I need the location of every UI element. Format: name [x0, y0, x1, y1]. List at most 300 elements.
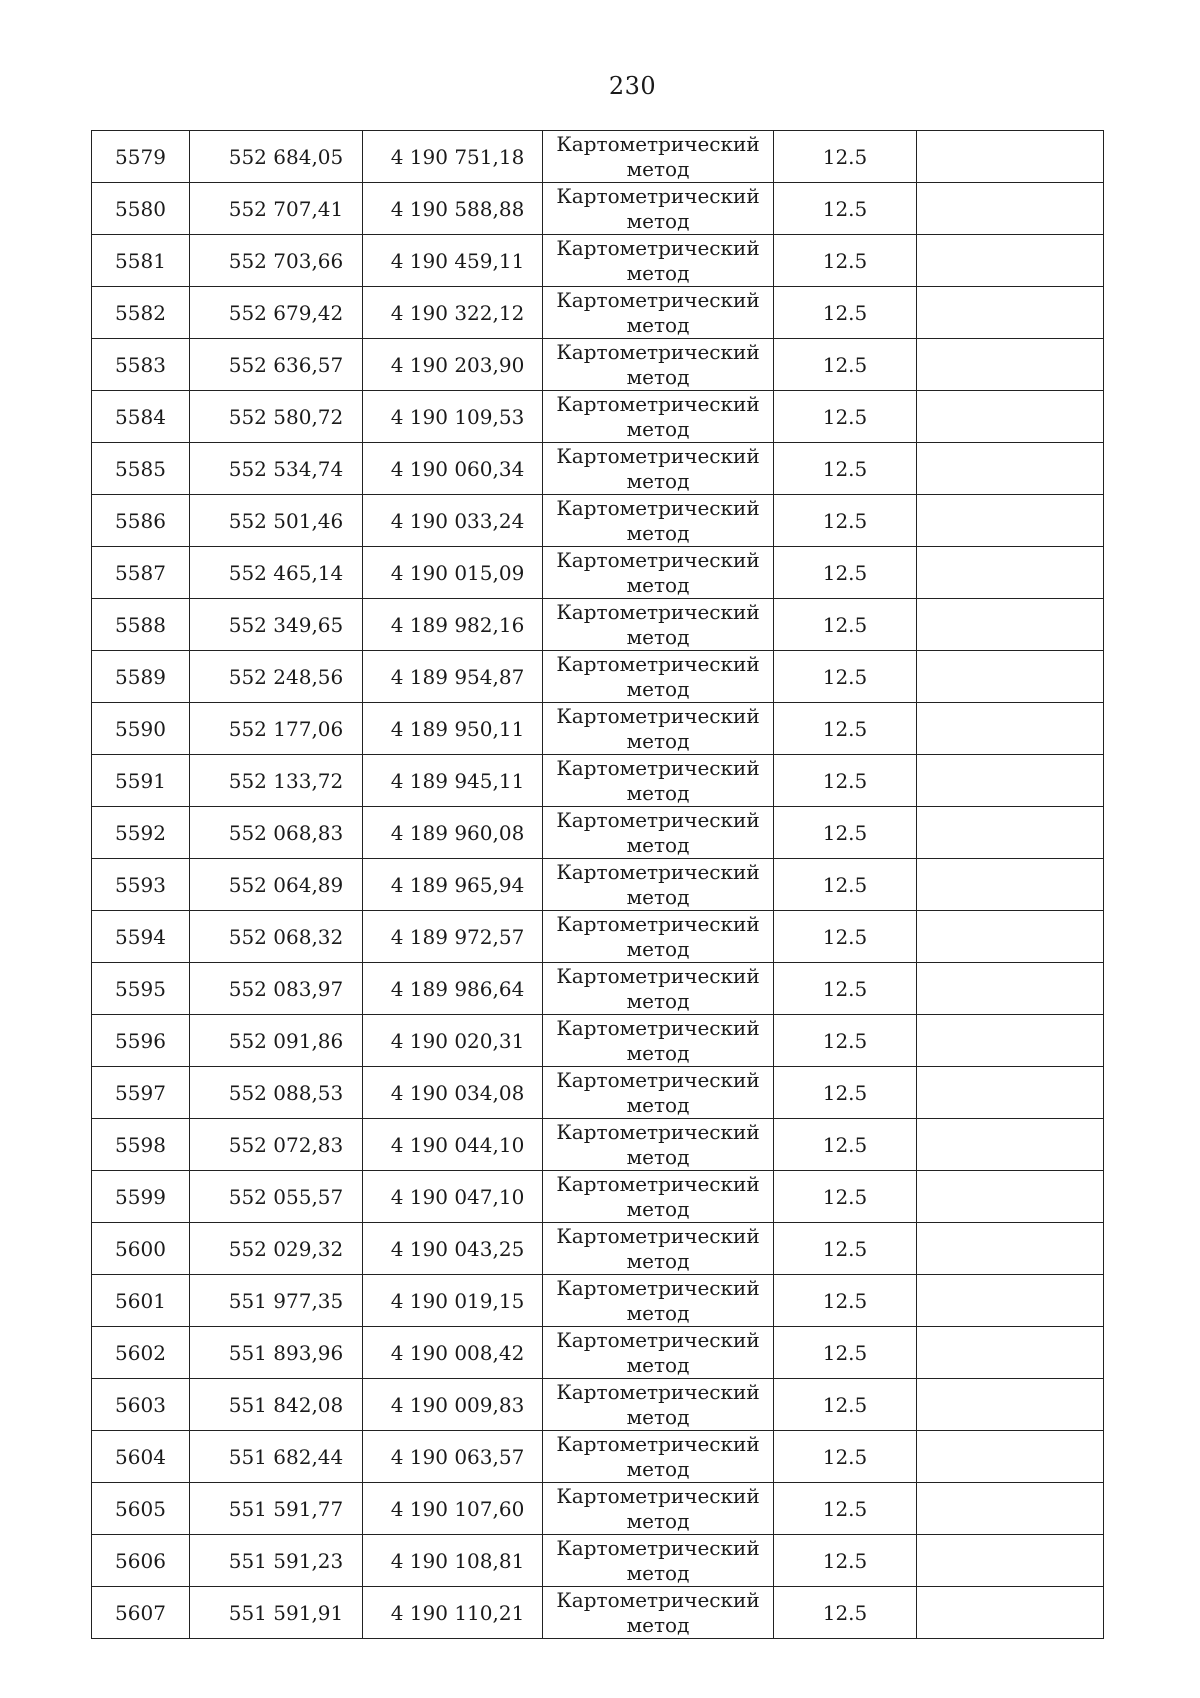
- y-coordinate: 4 190 047,10: [390, 1184, 525, 1209]
- accuracy-value: 12.5: [822, 612, 868, 637]
- method-text: Картометрический: [556, 235, 760, 260]
- empty-cell: [917, 391, 1104, 443]
- x-coordinate-cell: [190, 235, 363, 287]
- accuracy-cell: [774, 807, 917, 859]
- accuracy-cell: [774, 1535, 917, 1587]
- y-coordinate: 4 190 322,12: [390, 300, 525, 325]
- accuracy-cell: [774, 963, 917, 1015]
- y-coordinate: 4 190 008,42: [390, 1340, 525, 1365]
- method-text: Картометрический: [556, 339, 760, 364]
- empty-cell: [917, 495, 1104, 547]
- method-text: Картометрический: [556, 1587, 760, 1612]
- method-cell: [543, 547, 774, 599]
- empty-cell: [917, 911, 1104, 963]
- method-cell: [543, 859, 774, 911]
- method-cell: [543, 703, 774, 755]
- method-cell: [543, 1067, 774, 1119]
- method-text-continued: метод: [626, 1144, 690, 1169]
- y-coordinate: 4 189 954,87: [390, 664, 525, 689]
- table-row: [92, 1379, 1104, 1431]
- y-coordinate-cell: [363, 651, 543, 703]
- y-coordinate: 4 190 043,25: [390, 1236, 525, 1261]
- point-number-cell: [92, 599, 190, 651]
- method-text-continued: метод: [626, 1196, 690, 1221]
- method-text-continued: метод: [626, 1404, 690, 1429]
- table-row: [92, 859, 1104, 911]
- method-text-continued: метод: [626, 728, 690, 753]
- method-cell: [543, 911, 774, 963]
- x-coordinate-cell: [190, 703, 363, 755]
- x-coordinate: 551 842,08: [228, 1392, 344, 1417]
- y-coordinate: 4 189 960,08: [390, 820, 525, 845]
- x-coordinate-cell: [190, 1535, 363, 1587]
- method-text: Картометрический: [556, 443, 760, 468]
- empty-cell: [917, 807, 1104, 859]
- point-number: 5604: [115, 1444, 166, 1469]
- point-number-cell: [92, 1119, 190, 1171]
- x-coordinate-cell: [190, 859, 363, 911]
- method-text: Картометрический: [556, 1327, 760, 1352]
- accuracy-cell: [774, 911, 917, 963]
- accuracy-cell: [774, 183, 917, 235]
- accuracy-cell: [774, 859, 917, 911]
- y-coordinate: 4 190 019,15: [390, 1288, 525, 1313]
- method-text: Картометрический: [556, 651, 760, 676]
- y-coordinate-cell: [363, 599, 543, 651]
- y-coordinate: 4 189 965,94: [390, 872, 525, 897]
- table-row: [92, 443, 1104, 495]
- method-cell: [543, 235, 774, 287]
- accuracy-cell: [774, 235, 917, 287]
- point-number: 5606: [115, 1548, 166, 1573]
- point-number-cell: [92, 911, 190, 963]
- point-number: 5601: [115, 1288, 166, 1313]
- x-coordinate: 552 029,32: [228, 1236, 344, 1261]
- y-coordinate-cell: [363, 1379, 543, 1431]
- accuracy-cell: [774, 599, 917, 651]
- empty-cell: [917, 859, 1104, 911]
- accuracy-value: 12.5: [822, 560, 868, 585]
- point-number: 5600: [115, 1236, 166, 1261]
- point-number-cell: [92, 1483, 190, 1535]
- method-cell: [543, 1587, 774, 1639]
- y-coordinate-cell: [363, 339, 543, 391]
- x-coordinate-cell: [190, 1067, 363, 1119]
- method-cell: [543, 1535, 774, 1587]
- point-number-cell: [92, 391, 190, 443]
- x-coordinate-cell: [190, 1223, 363, 1275]
- x-coordinate-cell: [190, 1275, 363, 1327]
- accuracy-value: 12.5: [822, 196, 868, 221]
- method-text-continued: метод: [626, 468, 690, 493]
- x-coordinate: 552 349,65: [228, 612, 344, 637]
- method-cell: [543, 443, 774, 495]
- y-coordinate: 4 190 588,88: [390, 196, 525, 221]
- point-number: 5595: [115, 976, 166, 1001]
- empty-cell: [917, 547, 1104, 599]
- method-text-continued: метод: [626, 260, 690, 285]
- point-number: 5594: [115, 924, 166, 949]
- accuracy-value: 12.5: [822, 1392, 868, 1417]
- y-coordinate-cell: [363, 1587, 543, 1639]
- table-row: [92, 183, 1104, 235]
- y-coordinate-cell: [363, 911, 543, 963]
- y-coordinate: 4 190 751,18: [390, 144, 525, 169]
- accuracy-value: 12.5: [822, 456, 868, 481]
- y-coordinate: 4 190 044,10: [390, 1132, 525, 1157]
- x-coordinate-cell: [190, 911, 363, 963]
- point-number-cell: [92, 963, 190, 1015]
- x-coordinate-cell: [190, 807, 363, 859]
- method-text-continued: метод: [626, 572, 690, 597]
- accuracy-cell: [774, 1171, 917, 1223]
- y-coordinate-cell: [363, 495, 543, 547]
- method-cell: [543, 1015, 774, 1067]
- table-row: [92, 1067, 1104, 1119]
- point-number-cell: [92, 339, 190, 391]
- y-coordinate: 4 189 950,11: [390, 716, 525, 741]
- accuracy-value: 12.5: [822, 1028, 868, 1053]
- point-number: 5586: [115, 508, 166, 533]
- x-coordinate: 551 591,23: [228, 1548, 344, 1573]
- table-row: [92, 963, 1104, 1015]
- method-text: Картометрический: [556, 287, 760, 312]
- accuracy-value: 12.5: [822, 1600, 868, 1625]
- method-text: Картометрический: [556, 183, 760, 208]
- x-coordinate: 552 083,97: [228, 976, 344, 1001]
- accuracy-cell: [774, 547, 917, 599]
- point-number: 5588: [115, 612, 166, 637]
- method-text: Картометрический: [556, 755, 760, 780]
- empty-cell: [917, 1171, 1104, 1223]
- x-coordinate: 552 248,56: [228, 664, 344, 689]
- point-number: 5596: [115, 1028, 166, 1053]
- method-text: Картометрический: [556, 1275, 760, 1300]
- y-coordinate: 4 190 203,90: [390, 352, 525, 377]
- accuracy-value: 12.5: [822, 1548, 868, 1573]
- empty-cell: [917, 703, 1104, 755]
- accuracy-value: 12.5: [822, 508, 868, 533]
- point-number: 5599: [115, 1184, 166, 1209]
- method-text-continued: метод: [626, 1508, 690, 1533]
- empty-cell: [917, 1327, 1104, 1379]
- point-number-cell: [92, 1327, 190, 1379]
- accuracy-cell: [774, 703, 917, 755]
- point-number: 5598: [115, 1132, 166, 1157]
- point-number: 5603: [115, 1392, 166, 1417]
- empty-cell: [917, 1275, 1104, 1327]
- y-coordinate-cell: [363, 547, 543, 599]
- x-coordinate: 552 703,66: [228, 248, 344, 273]
- y-coordinate-cell: [363, 287, 543, 339]
- x-coordinate: 552 133,72: [228, 768, 344, 793]
- method-text-continued: метод: [626, 156, 690, 181]
- accuracy-cell: [774, 1015, 917, 1067]
- coordinates-table-body: [92, 131, 1104, 1639]
- empty-cell: [917, 1483, 1104, 1535]
- method-cell: [543, 287, 774, 339]
- y-coordinate-cell: [363, 443, 543, 495]
- method-text: Картометрический: [556, 963, 760, 988]
- x-coordinate: 551 682,44: [228, 1444, 344, 1469]
- y-coordinate-cell: [363, 235, 543, 287]
- method-text: Картометрический: [556, 131, 760, 156]
- point-number: 5579: [115, 144, 166, 169]
- table-row: [92, 131, 1104, 183]
- table-row: [92, 911, 1104, 963]
- x-coordinate-cell: [190, 651, 363, 703]
- y-coordinate: 4 190 107,60: [390, 1496, 525, 1521]
- accuracy-cell: [774, 651, 917, 703]
- method-cell: [543, 391, 774, 443]
- method-text-continued: метод: [626, 1456, 690, 1481]
- empty-cell: [917, 287, 1104, 339]
- point-number-cell: [92, 183, 190, 235]
- point-number-cell: [92, 1015, 190, 1067]
- method-text: Картометрический: [556, 1171, 760, 1196]
- y-coordinate-cell: [363, 1483, 543, 1535]
- method-text: Картометрический: [556, 599, 760, 624]
- y-coordinate-cell: [363, 1327, 543, 1379]
- x-coordinate-cell: [190, 391, 363, 443]
- accuracy-cell: [774, 1223, 917, 1275]
- point-number: 5590: [115, 716, 166, 741]
- method-text-continued: метод: [626, 416, 690, 441]
- method-text: Картометрический: [556, 1067, 760, 1092]
- method-text-continued: метод: [626, 1092, 690, 1117]
- y-coordinate: 4 190 109,53: [390, 404, 525, 429]
- table-row: [92, 1483, 1104, 1535]
- x-coordinate-cell: [190, 443, 363, 495]
- empty-cell: [917, 1431, 1104, 1483]
- method-cell: [543, 1379, 774, 1431]
- method-text: Картометрический: [556, 1535, 760, 1560]
- method-text: Картометрический: [556, 1119, 760, 1144]
- method-cell: [543, 1483, 774, 1535]
- y-coordinate-cell: [363, 1015, 543, 1067]
- point-number-cell: [92, 755, 190, 807]
- x-coordinate-cell: [190, 963, 363, 1015]
- method-cell: [543, 1171, 774, 1223]
- method-cell: [543, 1119, 774, 1171]
- accuracy-cell: [774, 339, 917, 391]
- method-text: Картометрический: [556, 807, 760, 832]
- method-text: Картометрический: [556, 547, 760, 572]
- accuracy-value: 12.5: [822, 1496, 868, 1521]
- accuracy-value: 12.5: [822, 1444, 868, 1469]
- method-text: Картометрический: [556, 859, 760, 884]
- method-text-continued: метод: [626, 676, 690, 701]
- accuracy-value: 12.5: [822, 1080, 868, 1105]
- table-row: [92, 1327, 1104, 1379]
- table-row: [92, 1587, 1104, 1639]
- y-coordinate: 4 190 459,11: [390, 248, 525, 273]
- method-text-continued: метод: [626, 832, 690, 857]
- accuracy-cell: [774, 287, 917, 339]
- empty-cell: [917, 1067, 1104, 1119]
- empty-cell: [917, 1535, 1104, 1587]
- y-coordinate-cell: [363, 1431, 543, 1483]
- y-coordinate: 4 190 108,81: [390, 1548, 525, 1573]
- method-cell: [543, 131, 774, 183]
- accuracy-value: 12.5: [822, 300, 868, 325]
- accuracy-cell: [774, 131, 917, 183]
- table-row: [92, 703, 1104, 755]
- accuracy-cell: [774, 1483, 917, 1535]
- accuracy-value: 12.5: [822, 404, 868, 429]
- point-number-cell: [92, 1587, 190, 1639]
- accuracy-cell: [774, 1067, 917, 1119]
- accuracy-value: 12.5: [822, 924, 868, 949]
- accuracy-cell: [774, 443, 917, 495]
- x-coordinate-cell: [190, 755, 363, 807]
- accuracy-cell: [774, 1275, 917, 1327]
- x-coordinate-cell: [190, 1015, 363, 1067]
- accuracy-cell: [774, 495, 917, 547]
- x-coordinate: 552 064,89: [228, 872, 344, 897]
- point-number: 5585: [115, 456, 166, 481]
- table-row: [92, 1431, 1104, 1483]
- method-text: Картометрический: [556, 391, 760, 416]
- point-number-cell: [92, 235, 190, 287]
- table-row: [92, 391, 1104, 443]
- point-number: 5583: [115, 352, 166, 377]
- method-cell: [543, 807, 774, 859]
- method-cell: [543, 599, 774, 651]
- x-coordinate: 551 893,96: [228, 1340, 344, 1365]
- empty-cell: [917, 1379, 1104, 1431]
- table-row: [92, 547, 1104, 599]
- x-coordinate-cell: [190, 547, 363, 599]
- table-row: [92, 755, 1104, 807]
- table-row: [92, 235, 1104, 287]
- method-text-continued: метод: [626, 988, 690, 1013]
- method-text-continued: метод: [626, 624, 690, 649]
- method-cell: [543, 1327, 774, 1379]
- table-row: [92, 1119, 1104, 1171]
- point-number-cell: [92, 1431, 190, 1483]
- table-row: [92, 1275, 1104, 1327]
- method-text: Картометрический: [556, 1483, 760, 1508]
- method-text: Картометрический: [556, 1015, 760, 1040]
- x-coordinate-cell: [190, 339, 363, 391]
- y-coordinate: 4 189 986,64: [390, 976, 525, 1001]
- y-coordinate: 4 190 015,09: [390, 560, 525, 585]
- method-text-continued: метод: [626, 1040, 690, 1065]
- x-coordinate: 552 679,42: [228, 300, 344, 325]
- point-number-cell: [92, 547, 190, 599]
- point-number-cell: [92, 807, 190, 859]
- x-coordinate: 552 068,32: [228, 924, 344, 949]
- page-number: 230: [608, 72, 657, 100]
- coordinates-table: [91, 130, 1104, 1639]
- table-row: [92, 495, 1104, 547]
- x-coordinate-cell: [190, 1431, 363, 1483]
- accuracy-value: 12.5: [822, 1236, 868, 1261]
- method-text-continued: метод: [626, 208, 690, 233]
- method-text: Картометрический: [556, 911, 760, 936]
- point-number: 5591: [115, 768, 166, 793]
- accuracy-cell: [774, 1431, 917, 1483]
- point-number-cell: [92, 1535, 190, 1587]
- method-text: Картометрический: [556, 495, 760, 520]
- accuracy-value: 12.5: [822, 768, 868, 793]
- accuracy-value: 12.5: [822, 248, 868, 273]
- y-coordinate-cell: [363, 1067, 543, 1119]
- table-row: [92, 807, 1104, 859]
- accuracy-cell: [774, 1587, 917, 1639]
- empty-cell: [917, 755, 1104, 807]
- x-coordinate: 552 707,41: [228, 196, 344, 221]
- x-coordinate-cell: [190, 1119, 363, 1171]
- x-coordinate: 552 534,74: [228, 456, 344, 481]
- x-coordinate: 552 501,46: [228, 508, 344, 533]
- y-coordinate: 4 190 009,83: [390, 1392, 525, 1417]
- accuracy-value: 12.5: [822, 1288, 868, 1313]
- x-coordinate-cell: [190, 287, 363, 339]
- point-number: 5593: [115, 872, 166, 897]
- point-number: 5597: [115, 1080, 166, 1105]
- y-coordinate-cell: [363, 183, 543, 235]
- y-coordinate: 4 190 033,24: [390, 508, 525, 533]
- y-coordinate: 4 189 945,11: [390, 768, 525, 793]
- method-text: Картометрический: [556, 703, 760, 728]
- point-number-cell: [92, 131, 190, 183]
- x-coordinate-cell: [190, 131, 363, 183]
- method-text-continued: метод: [626, 1352, 690, 1377]
- point-number: 5582: [115, 300, 166, 325]
- table-row: [92, 599, 1104, 651]
- point-number: 5607: [115, 1600, 166, 1625]
- x-coordinate: 552 072,83: [228, 1132, 344, 1157]
- empty-cell: [917, 339, 1104, 391]
- x-coordinate: 552 580,72: [228, 404, 344, 429]
- y-coordinate: 4 189 972,57: [390, 924, 525, 949]
- method-text-continued: метод: [626, 936, 690, 961]
- x-coordinate: 552 684,05: [228, 144, 344, 169]
- point-number-cell: [92, 651, 190, 703]
- table-row: [92, 339, 1104, 391]
- y-coordinate-cell: [363, 1535, 543, 1587]
- x-coordinate-cell: [190, 183, 363, 235]
- point-number-cell: [92, 443, 190, 495]
- empty-cell: [917, 1587, 1104, 1639]
- accuracy-value: 12.5: [822, 664, 868, 689]
- x-coordinate: 552 055,57: [228, 1184, 344, 1209]
- point-number: 5592: [115, 820, 166, 845]
- accuracy-value: 12.5: [822, 352, 868, 377]
- empty-cell: [917, 963, 1104, 1015]
- empty-cell: [917, 183, 1104, 235]
- point-number-cell: [92, 1171, 190, 1223]
- x-coordinate-cell: [190, 1587, 363, 1639]
- table-row: [92, 287, 1104, 339]
- method-text: Картометрический: [556, 1431, 760, 1456]
- table-row: [92, 1015, 1104, 1067]
- empty-cell: [917, 131, 1104, 183]
- y-coordinate-cell: [363, 131, 543, 183]
- method-text-continued: метод: [626, 1560, 690, 1585]
- point-number-cell: [92, 1223, 190, 1275]
- point-number: 5589: [115, 664, 166, 689]
- x-coordinate-cell: [190, 1483, 363, 1535]
- method-text-continued: метод: [626, 364, 690, 389]
- method-text: Картометрический: [556, 1223, 760, 1248]
- x-coordinate: 552 088,53: [228, 1080, 344, 1105]
- method-text: Картометрический: [556, 1379, 760, 1404]
- x-coordinate: 552 068,83: [228, 820, 344, 845]
- x-coordinate: 551 591,91: [228, 1600, 344, 1625]
